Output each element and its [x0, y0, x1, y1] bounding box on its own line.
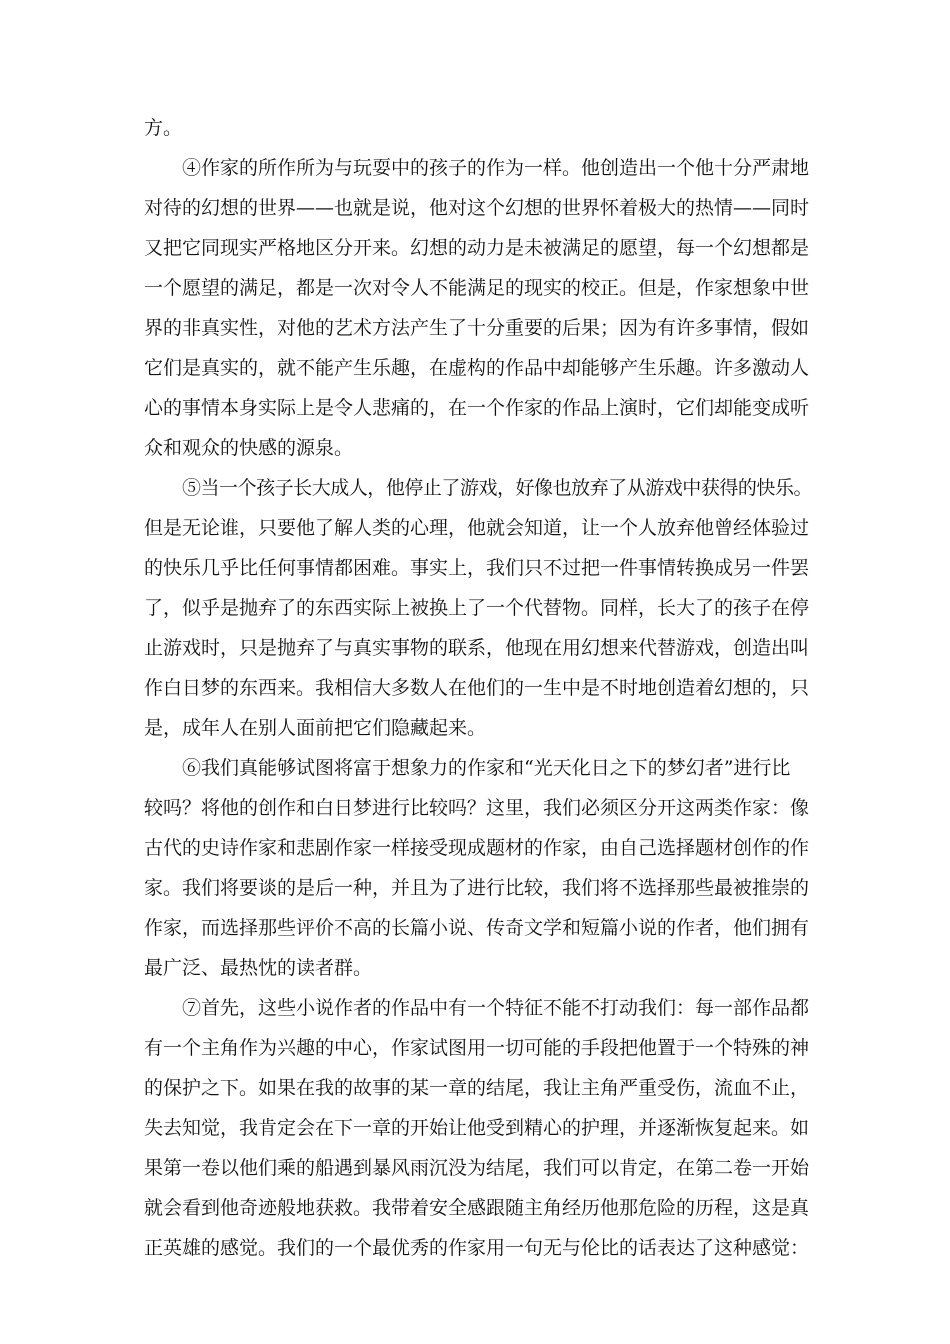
- text-line: 有一个主角作为兴趣的中心，作家试图用一切可能的手段把他置于一个特殊的神: [144, 1037, 810, 1059]
- text-line: 作家，而选择那些评价不高的长篇小说、传奇文学和短篇小说的作者，他们拥有: [144, 917, 810, 939]
- text-line: 的快乐几乎比任何事情都困难。事实上，我们只不过把一件事情转换成另一件罢: [144, 557, 810, 579]
- text-line: 界的非真实性，对他的艺术方法产生了十分重要的后果；因为有许多事情，假如: [144, 317, 810, 339]
- text-line: 众和观众的快感的源泉。: [144, 437, 354, 459]
- text-line: 对待的幻想的世界——也就是说，他对这个幻想的世界怀着极大的热情——同时: [144, 197, 810, 219]
- paragraph-4: [144, 148, 812, 468]
- text-line: 作白日梦的东西来。我相信大多数人在他们的一生中是不时地创造着幻想的，只: [144, 677, 810, 699]
- text-line: 又把它同现实严格地区分开来。幻想的动力是未被满足的愿望，每一个幻想都是: [144, 237, 810, 259]
- text-line: 是，成年人在别人面前把它们隐藏起来。: [144, 717, 487, 739]
- text-line: 的保护之下。如果在我的故事的某一章的结尾，我让主角严重受伤，流血不止，: [144, 1077, 810, 1099]
- paragraph-5: [144, 468, 812, 748]
- text-line: 失去知觉，我肯定会在下一章的开始让他受到精心的护理，并逐渐恢复起来。如: [144, 1117, 810, 1139]
- text-line: 止游戏时，只是抛弃了与真实事物的联系，他现在用幻想来代替游戏，创造出叫: [144, 637, 810, 659]
- text-line: 一个愿望的满足，都是一次对令人不能满足的现实的校正。但是，作家想象中世: [144, 277, 810, 299]
- text-line: ⑤当一个孩子长大成人，他停止了游戏，好像也放弃了从游戏中获得的快乐。: [182, 477, 813, 499]
- text-line: 但是无论谁，只要他了解人类的心理，他就会知道，让一个人放弃他曾经体验过: [144, 517, 810, 539]
- text-line: 它们是真实的，就不能产生乐趣，在虚构的作品中却能够产生乐趣。许多激动人: [144, 357, 810, 379]
- text-line: 较吗？将他的创作和白日梦进行比较吗？这里，我们必须区分开这两类作家：像: [144, 797, 810, 819]
- paragraph-continuation: [144, 108, 812, 148]
- text-line: 最广泛、最热忱的读者群。: [144, 957, 373, 979]
- text-line: 就会看到他奇迹般地获救。我带着安全感跟随主角经历他那危险的历程，这是真: [144, 1197, 810, 1219]
- text-line: ④作家的所作所为与玩耍中的孩子的作为一样。他创造出一个他十分严肃地: [182, 157, 810, 179]
- text-line: 方。: [144, 117, 183, 139]
- text-line: ⑥我们真能够试图将富于想象力的作家和“光天化日之下的梦幻者”进行比: [182, 757, 791, 779]
- text-line: 了，似乎是抛弃了的东西实际上被换上了一个代替物。同样，长大了的孩子在停: [144, 597, 810, 619]
- paragraph-6: [144, 748, 812, 988]
- text-line: 古代的史诗作家和悲剧作家一样接受现成题材的作家，由自己选择题材创作的作: [144, 837, 810, 859]
- paragraph-7: [144, 988, 812, 1268]
- text-line: 心的事情本身实际上是令人悲痛的，在一个作家的作品上演时，它们却能变成听: [144, 397, 810, 419]
- document-page: [144, 108, 812, 1268]
- text-line: 家。我们将要谈的是后一种，并且为了进行比较，我们将不选择那些最被推崇的: [144, 877, 810, 899]
- text-line: ⑦首先，这些小说作者的作品中有一个特征不能不打动我们：每一部作品都: [182, 997, 810, 1019]
- text-line: 正英雄的感觉。我们的一个最优秀的作家用一句无与伦比的话表达了这种感觉：: [144, 1237, 810, 1259]
- text-line: 果第一卷以他们乘的船遇到暴风雨沉没为结尾，我们可以肯定，在第二卷一开始: [144, 1157, 810, 1179]
